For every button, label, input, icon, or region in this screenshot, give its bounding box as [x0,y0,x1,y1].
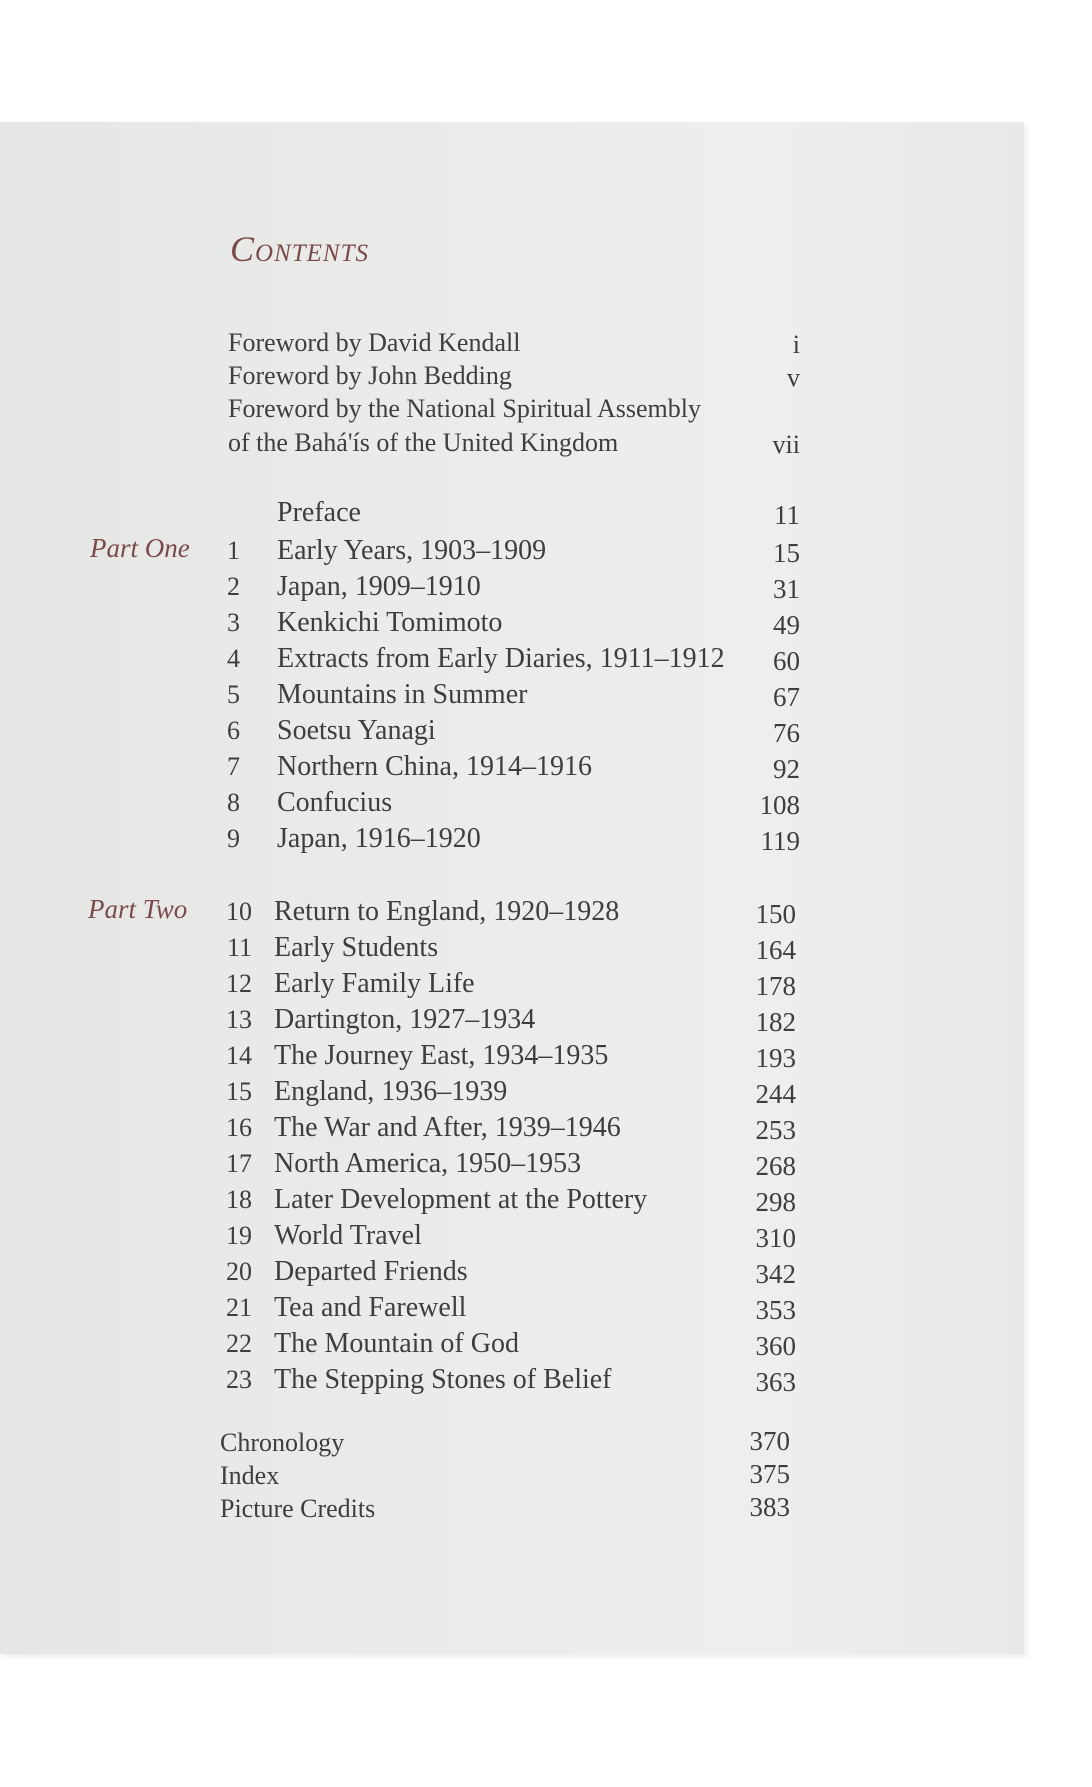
chapter-title: Kenkichi Tomimoto [277,607,503,638]
chapter-title: North America, 1950–1953 [274,1148,582,1179]
part-label: Part One [90,533,190,563]
back-matter-page-number: 375 [749,1459,790,1489]
chapter-number: 2 [227,572,240,601]
chapter-number: 8 [227,788,240,817]
chapter-number: 1 [227,536,240,565]
chapter-page-number: 244 [755,1079,796,1109]
chapter-page-number: 342 [755,1259,796,1289]
chapter-page-number: 178 [755,971,796,1001]
chapter-page-number: 164 [755,935,796,965]
chapter-number: 13 [226,1005,252,1034]
chapter-page-number: 150 [755,899,796,929]
preface-page-number: 11 [774,500,800,530]
chapter-page-number: 15 [773,538,800,568]
chapter-number: 19 [226,1221,252,1250]
foreword-line: Foreword by the National Spiritual Assembly [228,394,702,423]
chapter-number: 10 [226,897,252,926]
chapter-number: 15 [226,1077,252,1106]
foreword-page-number: v [787,363,800,392]
chapter-page-number: 310 [755,1223,796,1253]
chapter-page-number: 49 [773,610,800,640]
back-matter-page-number: 370 [749,1426,790,1456]
chapter-title: Mountains in Summer [277,679,528,710]
chapter-title: Departed Friends [274,1256,468,1287]
chapter-title: Early Family Life [274,968,475,999]
chapter-title: The War and After, 1939–1946 [274,1112,621,1143]
preface-title: Preface [277,497,361,528]
chapter-number: 6 [227,716,240,745]
chapter-title: World Travel [274,1220,422,1251]
chapter-title: The Stepping Stones of Belief [274,1364,612,1395]
chapter-number: 5 [227,680,240,709]
chapter-number: 23 [226,1365,252,1394]
chapter-page-number: 360 [755,1331,796,1361]
foreword-page-number: i [792,330,800,359]
chapter-title: Soetsu Yanagi [277,715,436,746]
chapter-page-number: 108 [759,790,800,820]
back-matter-title: Chronology [220,1428,345,1457]
chapter-title: The Journey East, 1934–1935 [274,1040,609,1071]
chapter-number: 21 [226,1293,252,1322]
chapter-title: Early Students [274,932,439,963]
chapter-number: 16 [226,1113,252,1142]
chapter-number: 3 [227,608,240,637]
chapter-page-number: 76 [773,718,800,748]
chapter-page-number: 193 [755,1043,796,1073]
foreword-line: Foreword by David Kendall [228,328,521,357]
chapter-title: Japan, 1916–1920 [277,823,481,854]
foreword-line: of the Bahá'ís of the United Kingdom [228,428,619,457]
chapter-title: Northern China, 1914–1916 [277,751,592,782]
chapter-number: 18 [226,1185,252,1214]
chapter-number: 11 [226,933,252,962]
chapter-page-number: 353 [755,1295,796,1325]
chapter-title: Early Years, 1903–1909 [277,535,547,566]
page-title: Contents [230,229,369,269]
chapter-number: 7 [227,752,240,781]
chapter-number: 17 [226,1149,252,1178]
chapter-page-number: 67 [773,682,800,712]
chapter-title: Japan, 1909–1910 [277,571,481,602]
chapter-page-number: 31 [773,574,800,604]
chapter-number: 4 [227,644,240,673]
chapter-number: 12 [226,969,252,998]
chapter-title: Dartington, 1927–1934 [274,1004,536,1035]
chapter-number: 9 [227,824,240,853]
chapter-title: Confucius [277,787,393,818]
chapter-page-number: 268 [755,1151,796,1181]
back-matter-page-number: 383 [749,1492,790,1522]
chapter-title: Extracts from Early Diaries, 1911–1912 [277,643,725,674]
chapter-title: Later Development at the Pottery [274,1184,648,1215]
chapter-page-number: 60 [773,646,800,676]
chapter-page-number: 253 [755,1115,796,1145]
back-matter-title: Index [220,1461,280,1490]
chapter-page-number: 298 [755,1187,796,1217]
chapter-number: 22 [226,1329,252,1358]
chapter-title: Return to England, 1920–1928 [274,896,620,927]
chapter-title: Tea and Farewell [274,1292,467,1323]
chapter-title: The Mountain of God [274,1328,519,1359]
foreword-line: Foreword by John Bedding [228,361,512,390]
chapter-number: 14 [226,1041,252,1070]
chapter-page-number: 119 [760,826,800,856]
chapter-title: England, 1936–1939 [274,1076,508,1107]
back-matter-title: Picture Credits [220,1494,376,1523]
chapter-page-number: 92 [773,754,800,784]
chapter-page-number: 182 [755,1007,796,1037]
part-label: Part Two [88,894,188,924]
chapter-number: 20 [226,1257,252,1286]
chapter-page-number: 363 [755,1367,796,1397]
foreword-page-number: vii [772,430,800,459]
